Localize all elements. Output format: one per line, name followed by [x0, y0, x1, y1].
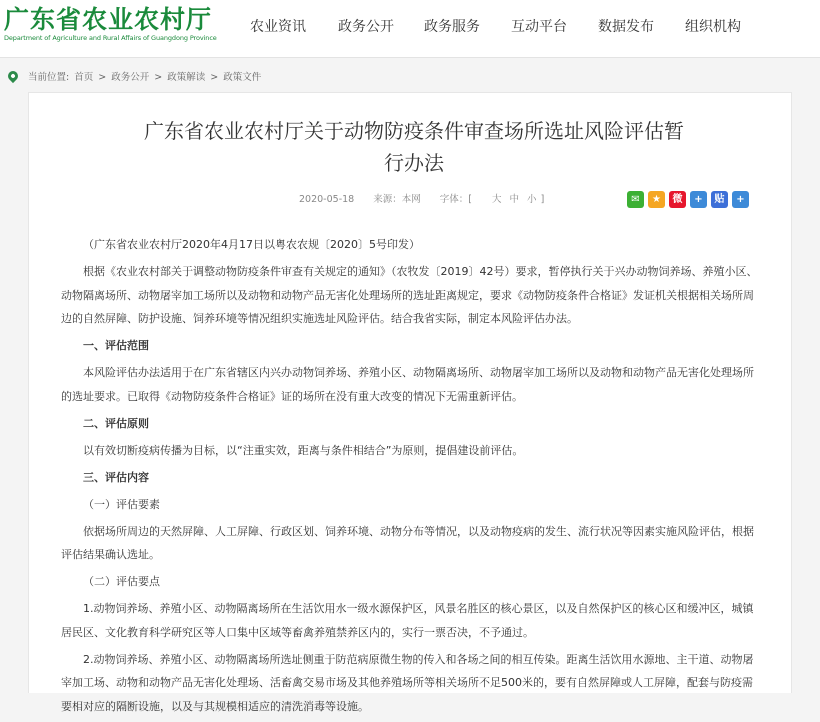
nav-item-data-release[interactable]: 数据发布	[598, 19, 654, 35]
nav-item-agri-news[interactable]: 农业资讯	[250, 19, 306, 35]
article-source: 来源：本网	[373, 194, 421, 205]
nav-item-gov-affairs-open[interactable]: 政务公开	[338, 19, 394, 35]
breadcrumb-sep: >	[207, 72, 222, 83]
body-paragraph: 以有效切断疫病传播为目标，以“注重实效，距离与条件相结合”为原则，提倡建设前评估。	[83, 443, 524, 457]
font-size-medium[interactable]: 中	[509, 194, 520, 205]
breadcrumb-label: 当前位置:	[28, 72, 70, 83]
site-logo[interactable]	[4, 6, 219, 50]
body-paragraph: 依据场所周边的天然屏障、人工屏障、行政区划、饲养环境、动物分布等情况，以及动物疫病的发生、流行状况等因素实施风险评估，根据评估结果确认选址。	[61, 524, 754, 561]
site-header	[0, 0, 820, 58]
weibo-icon[interactable]: 微	[669, 191, 686, 208]
article-panel	[28, 92, 792, 713]
breadcrumb	[8, 70, 263, 86]
qzone-icon[interactable]: ★	[648, 191, 665, 208]
subsection-heading: （一）评估要素	[83, 497, 160, 511]
breadcrumb-home[interactable]: 首页	[74, 72, 94, 83]
article-title	[129, 115, 699, 179]
baidu-icon[interactable]: 贴	[711, 191, 728, 208]
header-divider	[0, 57, 820, 58]
breadcrumb-policy-docs[interactable]: 政策文件	[223, 72, 262, 83]
nav-item-interaction[interactable]: 互动平台	[511, 19, 567, 35]
body-paragraph: 1.动物饲养场、养殖小区、动物隔离场所在生活饮用水一级水源保护区，风景名胜区的核心景区，以及自然保护区的核心区和缓冲区，城镇居民区、文化教育科学研究区等人口集中区域等畜禽养殖禁养区内的，实行一票否决，不予通过。	[61, 602, 754, 639]
wechat-icon[interactable]: ✉	[627, 191, 644, 208]
font-size-end: ]	[540, 194, 545, 205]
section-heading: 一、评估范围	[83, 339, 149, 352]
breadcrumb-sep: >	[151, 72, 166, 83]
body-paragraph: 2.动物饲养场、养殖小区、动物隔离场所选址侧重于防范病原微生物的传入和各场之间的相互传染。距离生活饮用水源地、主干道、动物屠宰加工场、动物和动物产品无害化处理场、活畜禽交易市场及其他养殖场所等相关场所不足500米的，要有自然屏障或人工屏障，配套与防疫需要相对应的隔断设施，以及与其规模相适应的清洗消毒等设施。	[61, 652, 754, 713]
section-heading: 三、评估内容	[83, 470, 149, 484]
breadcrumb-policy-interpret[interactable]: 政策解读	[167, 72, 206, 83]
breadcrumb-sep: >	[95, 72, 110, 83]
article-title-line-2: 行办法	[384, 151, 444, 175]
nav-item-gov-services[interactable]: 政务服务	[424, 19, 480, 35]
issuance-note: （广东省农业农村厅2020年4月17日以粤农农规〔2020〕5号印发）	[83, 238, 420, 251]
more-plus-icon[interactable]: +	[732, 191, 749, 208]
share-plus-icon[interactable]: +	[690, 191, 707, 208]
location-pin-icon	[6, 69, 20, 83]
font-size-small[interactable]: 小	[527, 194, 537, 205]
subsection-heading: （二）评估要点	[83, 575, 160, 588]
font-size-switcher	[440, 194, 560, 205]
font-size-label: 字体：[	[439, 194, 473, 205]
article-meta	[299, 193, 560, 207]
body-paragraph: 根据《农业农村部关于调整动物防疫条件审查有关规定的通知》（农牧发〔2019〕42号）要求，暂停执行关于兴办动物饲养场、养殖小区、动物隔离场所、动物屠宰加工场所以及动物和动物产品无害化处理场所的选址距离规定，要求《动物防疫条件合格证》发证机关根据相关场所周边的自然屏障、防护设施、饲养环境等情况组织实施选址风险评估。结合我省实际，制定本风险评估办法。	[61, 265, 758, 325]
font-size-large[interactable]: 大	[492, 194, 502, 205]
article-title-line-1: 广东省农业农村厅关于动物防疫条件审查场所选址风险评估暂	[144, 119, 684, 143]
body-paragraph: 本风险评估办法适用于在广东省辖区内兴办动物饲养场、养殖小区、动物隔离场所、动物屠宰加工场所以及动物和动物产品无害化处理场所的选址要求。已取得《动物防疫条件合格证》证的场所在没有重大改变的情况下无需重新评估。	[61, 366, 754, 403]
logo-english-name: Department of Agriculture and Rural Affairs of Guangdong Province	[4, 34, 217, 42]
article-body	[61, 233, 761, 722]
logo-chinese-name: 广东省农业农村厅	[4, 5, 213, 34]
breadcrumb-gov-open[interactable]: 政务公开	[111, 72, 150, 83]
section-heading: 二、评估原则	[83, 416, 149, 430]
publish-date: 2020-05-18	[299, 194, 355, 205]
nav-item-organization[interactable]: 组织机构	[685, 19, 741, 35]
